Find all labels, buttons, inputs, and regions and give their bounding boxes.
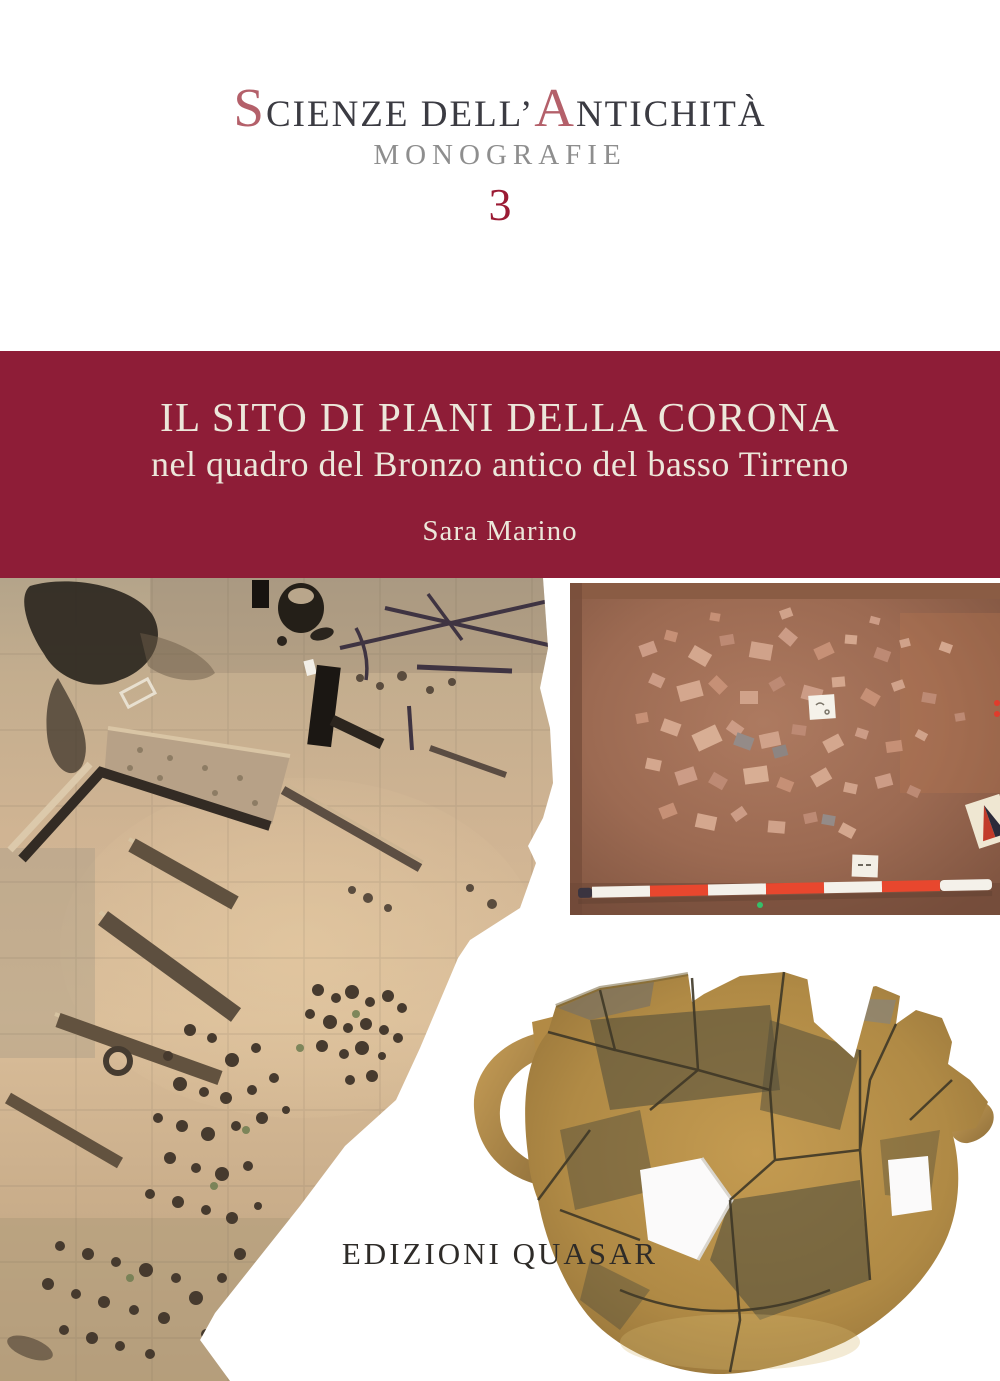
finds-label-card	[808, 694, 836, 720]
series-subtitle: MONOGRAFIE	[373, 139, 627, 171]
series-title	[0, 77, 1000, 138]
dark-rect-pit	[252, 580, 269, 608]
sherd-scatter-photo	[570, 583, 1000, 915]
publisher-imprint: EDIZIONI QUASAR	[341, 1236, 659, 1271]
author-name: Sara Marino	[422, 515, 578, 547]
vessel-photo	[440, 960, 1000, 1381]
book-title: IL SITO DI PIANI DELLA CORONA	[159, 394, 841, 440]
green-marker-dot	[757, 902, 763, 908]
title-band	[0, 351, 1000, 578]
finds-label-card-2	[852, 855, 879, 878]
sherd-photo-content	[570, 583, 1000, 915]
circular-pit	[278, 583, 324, 633]
vessel	[474, 970, 994, 1374]
series-initial-s: S	[233, 77, 266, 138]
series-title-part1: CIENZE DELL’	[265, 94, 535, 135]
series-title-part2: NTICHITÀ	[575, 94, 767, 135]
body-hole-right	[888, 1156, 932, 1216]
series-initial-a: A	[534, 77, 576, 138]
book-subtitle: nel quadro del Bronzo antico del basso Tirreno	[151, 444, 849, 484]
series-number: 3	[488, 179, 512, 230]
